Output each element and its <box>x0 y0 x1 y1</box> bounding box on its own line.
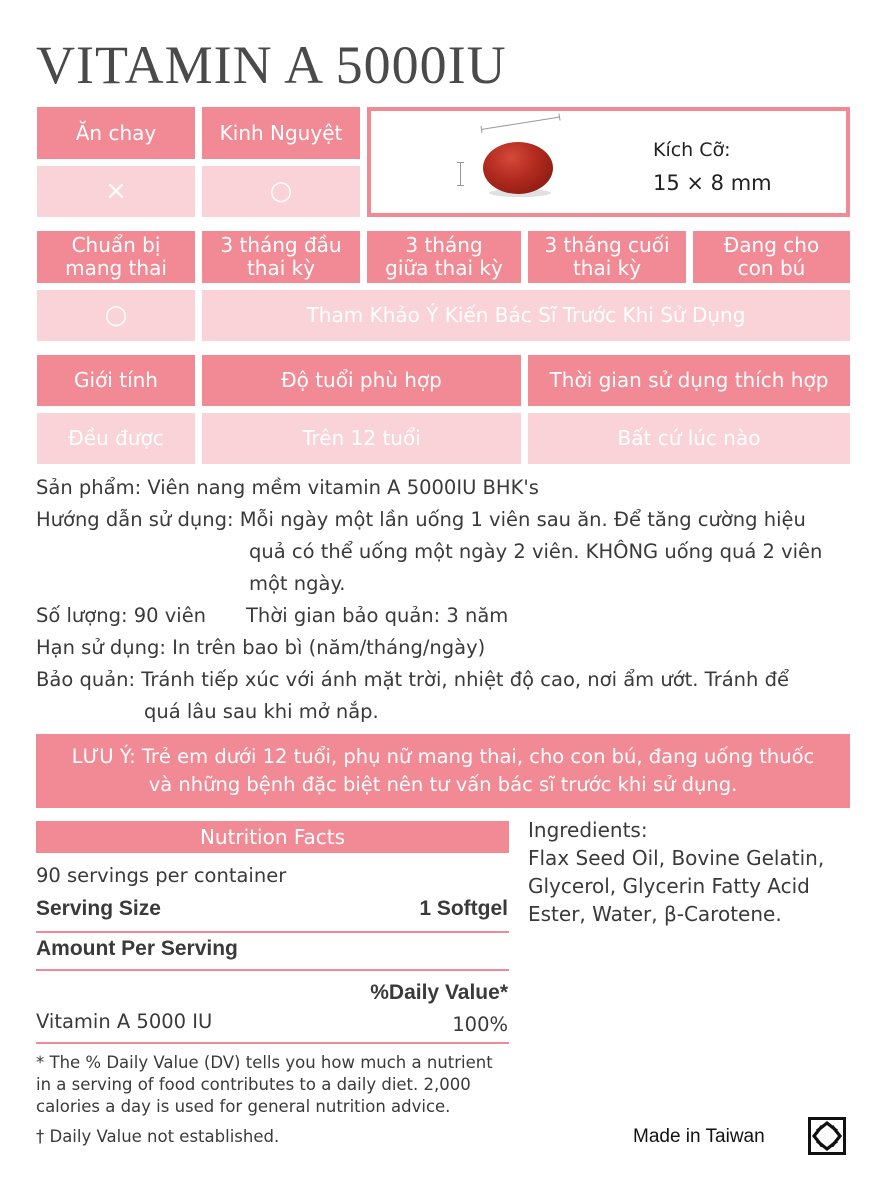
time-label: Thời gian sử dụng thích hợp <box>528 355 850 406</box>
gender-value: Đều được <box>37 413 195 464</box>
softgel-size-box <box>367 107 850 217</box>
length-measure-line <box>481 116 560 130</box>
nutrition-facts-header: Nutrition Facts <box>36 821 509 853</box>
servings-per-container: 90 servings per container <box>36 864 287 887</box>
stage-third-trimester-label: 3 tháng cuối thai kỳ <box>528 231 686 283</box>
product-info: Sản phẩm: Viên nang mềm vitamin A 5000IU BHK's <box>36 476 539 499</box>
product-title: VITAMIN A 5000IU <box>36 35 507 95</box>
nutrient-name: Vitamin A 5000 IU <box>36 1010 213 1033</box>
serving-size-label: Serving Size <box>36 897 161 920</box>
age-label: Độ tuổi phù hợp <box>202 355 521 406</box>
daily-value-footnote: * The % Daily Value (DV) tells you how much a nutrient in a serving of food contributes to a daily diet. 2,000 calories a day is used for general nutrition advice. <box>36 1053 493 1116</box>
warning-banner: LƯU Ý: Trẻ em dưới 12 tuổi, phụ nữ mang thai, cho con bú, đang uống thuốc và những bệnh đặc biệt nên tư vấn bác sĩ trước khi sử dụng. <box>36 734 850 808</box>
daily-value-header: %Daily Value* <box>370 981 508 1004</box>
serving-size-value: 1 Softgel <box>419 897 508 920</box>
gender-label: Giới tính <box>37 355 195 406</box>
storage-info: Bảo quản: Tránh tiếp xúc với ánh mặt trời, nhiệt độ cao, nơi ẩm ướt. Tránh để <box>36 668 789 691</box>
usage-info-cont: quả có thể uống một ngày 2 viên. KHÔNG uống quá 2 viên <box>249 540 823 563</box>
nutrition-divider <box>36 969 509 971</box>
made-in-label: Made in Taiwan <box>633 1126 765 1147</box>
usage-info-end: một ngày. <box>249 572 346 595</box>
nutrition-divider <box>36 1042 509 1044</box>
softgel-capsule-image <box>483 142 553 194</box>
quantity-info: Số lượng: 90 viên <box>36 604 207 627</box>
stage-prep-label: Chuẩn bị mang thai <box>37 231 195 283</box>
nutrient-daily-value: 100% <box>452 1013 508 1036</box>
expiry-info: Hạn sử dụng: In trên bao bì (năm/tháng/ngày) <box>36 636 486 659</box>
menstruation-label: Kinh Nguyệt <box>202 107 360 159</box>
size-value: 15 × 8 mm <box>653 171 772 195</box>
stage-prep-value: ○ <box>37 290 195 341</box>
nutrition-divider <box>36 931 509 933</box>
amount-per-serving-label: Amount Per Serving <box>36 937 238 960</box>
shelf-life-info: Thời gian bảo quản: 3 năm <box>246 604 509 627</box>
recycle-icon <box>808 1117 846 1155</box>
time-value: Bất cứ lúc nào <box>528 413 850 464</box>
menstruation-value: ○ <box>202 166 360 217</box>
stage-first-trimester-label: 3 tháng đầu thai kỳ <box>202 231 360 283</box>
storage-info-cont: quá lâu sau khi mở nắp. <box>144 700 379 723</box>
usage-info: Hướng dẫn sử dụng: Mỗi ngày một lần uống 1 viên sau ăn. Để tăng cường hiệu <box>36 508 806 531</box>
dagger-footnote: † Daily Value not established. <box>36 1127 280 1146</box>
age-value: Trên 12 tuổi <box>202 413 521 464</box>
size-label: Kích Cỡ: <box>653 139 731 161</box>
stage-second-trimester-label: 3 tháng giữa thai kỳ <box>367 231 521 283</box>
vegetarian-label: Ăn chay <box>37 107 195 159</box>
vegetarian-value: × <box>37 166 195 217</box>
width-measure-line <box>460 162 461 186</box>
stage-breastfeeding-label: Đang cho con bú <box>693 231 850 283</box>
ingredients: Ingredients: Flax Seed Oil, Bovine Gelatin, Glycerol, Glycerin Fatty Acid Ester, Water, β-Carotene. <box>528 818 825 926</box>
stage-consult-value: Tham Khảo Ý Kiến Bác Sĩ Trước Khi Sử Dụng <box>202 290 850 341</box>
